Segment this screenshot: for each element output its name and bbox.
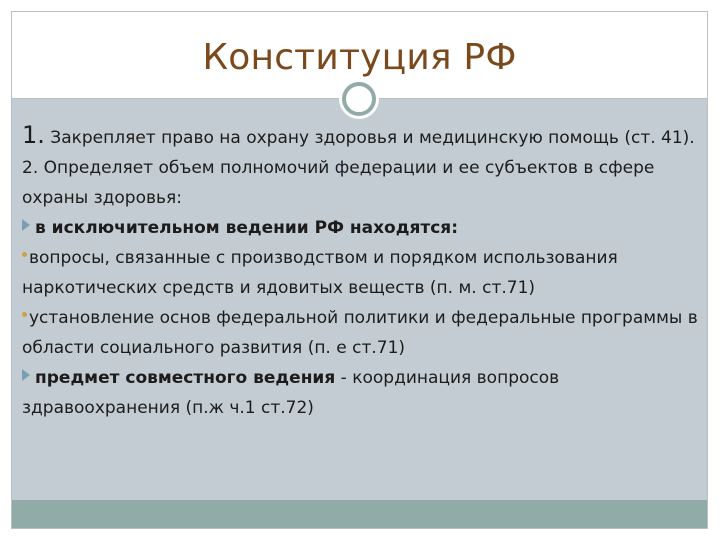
exclusive-bullet-1: [22, 243, 702, 303]
ring-ornament-icon: [342, 82, 376, 116]
dot-icon: [22, 252, 27, 257]
item-1: [22, 120, 702, 153]
item-2: [22, 153, 702, 213]
exclusive-bullet-1-text: вопросы, связанные с производством и порядком использования наркотических средств и ядовитых веществ (п. м. ст.71): [22, 248, 618, 298]
triangle-right-icon: [22, 219, 30, 231]
joint-rest: - координация вопросов здравоохранения (п.ж ч.1 ст.72): [22, 368, 560, 418]
exclusive-heading-row: [22, 213, 702, 243]
joint-row: [22, 363, 702, 423]
item-2-number: 2.: [22, 158, 39, 178]
exclusive-bullet-2: [22, 303, 702, 363]
slide-content: [22, 120, 702, 423]
triangle-right-icon: [22, 369, 30, 381]
item-1-number: 1.: [22, 121, 45, 149]
item-1-text: Закрепляет право на охрану здоровья и медицинскую помощь (ст. 41).: [44, 128, 695, 148]
exclusive-heading: в исключительном ведении РФ находятся:: [35, 218, 459, 238]
slide-title: Конституция РФ: [202, 37, 517, 78]
footer-bar: [12, 500, 707, 528]
dot-icon: [22, 312, 27, 317]
item-2-text: Определяет объем полномочий федерации и ее субъектов в сфере охраны здоровья:: [22, 158, 655, 208]
slide: [11, 11, 708, 529]
exclusive-bullet-2-text: установление основ федеральной политики и федеральные программы в области социального развития (п. е ст.71): [22, 308, 698, 358]
joint-heading: предмет совместного ведения: [35, 368, 336, 388]
